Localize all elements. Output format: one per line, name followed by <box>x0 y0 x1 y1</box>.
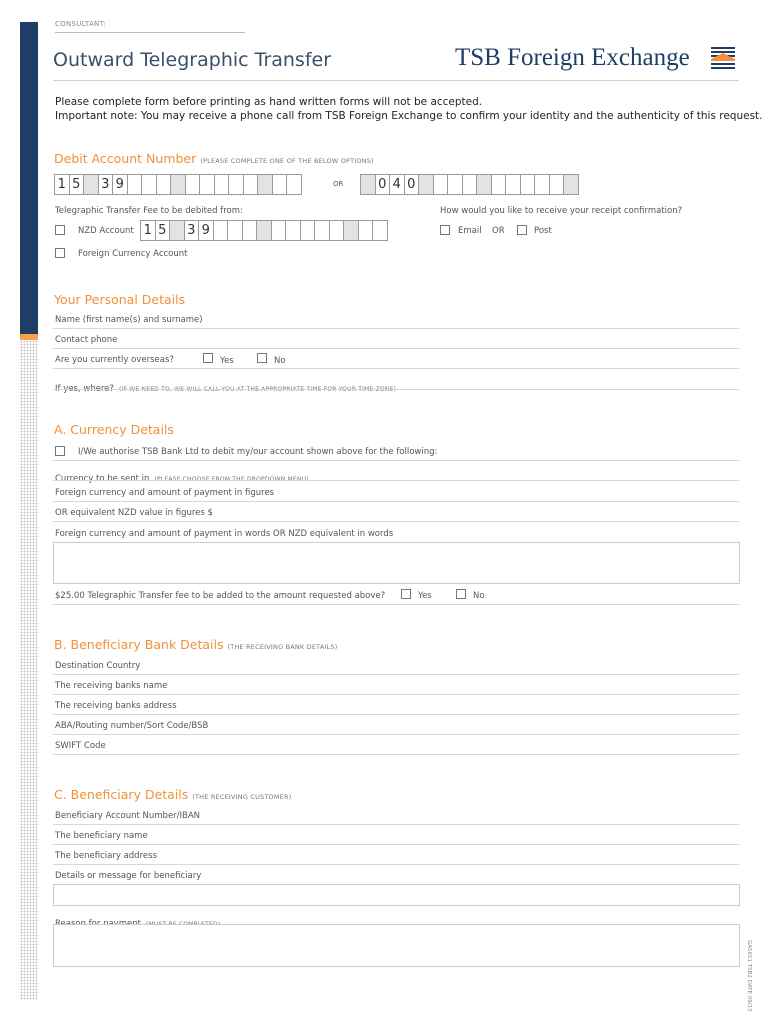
overseas-yes-checkbox[interactable] <box>203 353 213 363</box>
bank-address-label: The receiving banks address <box>55 701 177 711</box>
consultant-label: CONSULTANT: <box>55 20 107 28</box>
where-label: If yes, where? <box>55 384 114 394</box>
where-row <box>55 376 396 395</box>
message-label: Details or message for beneficiary <box>55 871 202 881</box>
digit-box[interactable]: 9 <box>198 220 214 241</box>
digit-box[interactable]: 1 <box>140 220 156 241</box>
fee-divider <box>53 604 739 605</box>
beneficiary-heading-note: (THE RECEIVING CUSTOMER) <box>192 793 292 801</box>
tsb-logo-icon <box>708 45 738 73</box>
digit-box[interactable] <box>185 174 201 195</box>
digit-box[interactable] <box>83 174 99 195</box>
email-label: Email <box>458 226 482 236</box>
bank-address-field[interactable] <box>53 714 739 715</box>
currency-row <box>55 466 309 485</box>
nzd-account-number <box>140 220 387 241</box>
digit-box[interactable] <box>285 220 301 241</box>
account-number-1 <box>54 174 301 195</box>
digit-box[interactable] <box>476 174 492 195</box>
nzd-account-label: NZD Account <box>78 226 134 236</box>
intro-text <box>55 95 763 123</box>
digit-box[interactable] <box>462 174 478 195</box>
digit-box[interactable] <box>271 220 287 241</box>
receipt-or-label: OR <box>492 226 505 236</box>
digit-box[interactable] <box>360 174 376 195</box>
digit-box[interactable] <box>214 174 230 195</box>
authorise-checkbox[interactable] <box>55 446 65 456</box>
digit-box[interactable] <box>199 174 215 195</box>
digit-box[interactable] <box>314 220 330 241</box>
digit-box[interactable] <box>520 174 536 195</box>
figures-label: Foreign currency and amount of payment in figures <box>55 488 275 498</box>
side-dot-pattern <box>20 340 38 1000</box>
digit-box[interactable] <box>227 220 243 241</box>
beneficiary-account-label: Beneficiary Account Number/IBAN <box>55 811 201 821</box>
routing-label: ABA/Routing number/Sort Code/BSB <box>55 721 209 731</box>
digit-box[interactable] <box>358 220 374 241</box>
digit-box[interactable] <box>447 174 463 195</box>
digit-box[interactable]: 1 <box>54 174 70 195</box>
bank-section-heading <box>54 637 338 652</box>
fee-yes-checkbox[interactable] <box>401 589 411 599</box>
post-label: Post <box>534 226 552 236</box>
nzd-figures-field[interactable] <box>53 521 739 522</box>
destination-country-label: Destination Country <box>55 661 141 671</box>
words-field[interactable] <box>53 542 740 584</box>
digit-box[interactable] <box>243 174 259 195</box>
side-accent-bar <box>20 22 38 334</box>
intro-line-1: Please complete form before printing as hand written forms will not be accepted. <box>55 96 483 108</box>
title-divider <box>53 80 739 81</box>
fee-question: $25.00 Telegraphic Transfer fee to be added to the amount requested above? <box>55 591 386 601</box>
digit-box[interactable] <box>286 174 302 195</box>
fee-debit-label: Telegraphic Transfer Fee to be debited from: <box>55 206 243 216</box>
debit-heading: Debit Account Number <box>54 151 197 166</box>
authorise-label: I/We authorise TSB Bank Ltd to debit my/our account shown above for the following: <box>78 447 438 457</box>
digit-box[interactable] <box>170 174 186 195</box>
debit-heading-note: (PLEASE COMPLETE ONE OF THE BELOW OPTIONS) <box>200 157 374 165</box>
account-number-2 <box>360 174 578 195</box>
digit-box[interactable]: 9 <box>112 174 128 195</box>
beneficiary-address-label: The beneficiary address <box>55 851 157 861</box>
digit-box[interactable] <box>272 174 288 195</box>
name-label: Name (first name(s) and surname) <box>55 315 203 325</box>
fee-no-checkbox[interactable] <box>456 589 466 599</box>
currency-section-heading: A. Currency Details <box>54 422 174 437</box>
digit-box[interactable]: 4 <box>389 174 405 195</box>
brand-name: TSB Foreign Exchange <box>455 44 690 71</box>
beneficiary-account-field[interactable] <box>53 824 739 825</box>
fee-no-label: No <box>473 591 485 601</box>
digit-box[interactable] <box>491 174 507 195</box>
phone-field[interactable] <box>53 348 739 349</box>
fee-yes-label: Yes <box>418 591 432 601</box>
routing-field[interactable] <box>53 734 739 735</box>
digit-box[interactable]: 0 <box>404 174 420 195</box>
digit-box[interactable] <box>127 174 143 195</box>
digit-box[interactable] <box>534 174 550 195</box>
phone-label: Contact phone <box>55 335 118 345</box>
beneficiary-heading: C. Beneficiary Details <box>54 787 189 802</box>
currency-label: Currency to be sent in <box>55 474 150 484</box>
figures-field[interactable] <box>53 501 739 502</box>
name-field[interactable] <box>53 328 739 329</box>
authorise-divider <box>53 460 739 461</box>
destination-country-field[interactable] <box>53 674 739 675</box>
bank-heading: B. Beneficiary Bank Details <box>54 637 224 652</box>
digit-box[interactable]: 3 <box>184 220 200 241</box>
digit-box[interactable] <box>372 220 388 241</box>
overseas-no-label: No <box>274 356 286 366</box>
digit-box[interactable] <box>433 174 449 195</box>
digit-box[interactable] <box>213 220 229 241</box>
digit-box[interactable] <box>169 220 185 241</box>
digit-box[interactable] <box>228 174 244 195</box>
digit-box[interactable] <box>257 174 273 195</box>
foreign-currency-label: Foreign Currency Account <box>78 249 188 259</box>
digit-box[interactable] <box>300 220 316 241</box>
digit-box[interactable] <box>505 174 521 195</box>
beneficiary-address-field[interactable] <box>53 864 739 865</box>
digit-box[interactable] <box>563 174 579 195</box>
debit-section-heading <box>54 151 374 166</box>
currency-dropdown[interactable] <box>53 480 739 481</box>
digit-box[interactable]: 5 <box>69 174 85 195</box>
or-label: OR <box>333 180 344 188</box>
digit-box[interactable] <box>329 220 345 241</box>
receipt-question: How would you like to receive your receipt confirmation? <box>440 206 683 216</box>
digit-box[interactable] <box>343 220 359 241</box>
bank-name-field[interactable] <box>53 694 739 695</box>
beneficiary-name-label: The beneficiary name <box>55 831 148 841</box>
digit-box[interactable] <box>418 174 434 195</box>
swift-label: SWIFT Code <box>55 741 106 751</box>
digit-box[interactable] <box>242 220 258 241</box>
email-checkbox[interactable] <box>440 225 450 235</box>
bank-name-label: The receiving banks name <box>55 681 168 691</box>
message-field[interactable] <box>53 884 740 906</box>
reason-field[interactable] <box>53 924 740 967</box>
beneficiary-section-heading <box>54 787 291 802</box>
overseas-label: Are you currently overseas? <box>55 355 174 365</box>
currency-note: (PLEASE CHOOSE FROM THE DROPDOWN MENU) <box>154 476 309 483</box>
digit-box[interactable] <box>256 220 272 241</box>
digit-box[interactable] <box>156 174 172 195</box>
digit-box[interactable]: 0 <box>375 174 391 195</box>
nzd-figures-label: OR equivalent NZD value in figures $ <box>55 508 213 518</box>
digit-box[interactable] <box>549 174 565 195</box>
digit-box[interactable] <box>141 174 157 195</box>
overseas-yes-label: Yes <box>220 356 234 366</box>
bank-heading-note: (THE RECEIVING BANK DETAILS) <box>227 643 338 651</box>
swift-field[interactable] <box>53 754 739 755</box>
overseas-divider <box>53 368 739 369</box>
foreign-currency-checkbox[interactable] <box>55 248 65 258</box>
words-label: Foreign currency and amount of payment in words OR NZD equivalent in words <box>55 529 394 539</box>
where-note: (IF WE NEED TO, WE WILL CALL YOU AT THE APPROPRIATE TIME FOR YOUR TIME ZONE) <box>119 386 397 393</box>
digit-box[interactable]: 3 <box>98 174 114 195</box>
where-field[interactable] <box>53 389 739 390</box>
intro-line-2: Important note: You may receive a phone call from TSB Foreign Exchange to confirm your identity and the authenticity of this request. <box>55 110 763 122</box>
nzd-account-checkbox[interactable] <box>55 225 65 235</box>
consultant-field[interactable] <box>55 32 245 33</box>
page-title: Outward Telegraphic Transfer <box>53 49 332 71</box>
digit-box[interactable]: 5 <box>155 220 171 241</box>
post-checkbox[interactable] <box>517 225 527 235</box>
beneficiary-name-field[interactable] <box>53 844 739 845</box>
form-code: GA5651 TSB2 DATE 09/13 <box>746 940 752 1012</box>
personal-section-heading: Your Personal Details <box>54 292 186 307</box>
overseas-no-checkbox[interactable] <box>257 353 267 363</box>
